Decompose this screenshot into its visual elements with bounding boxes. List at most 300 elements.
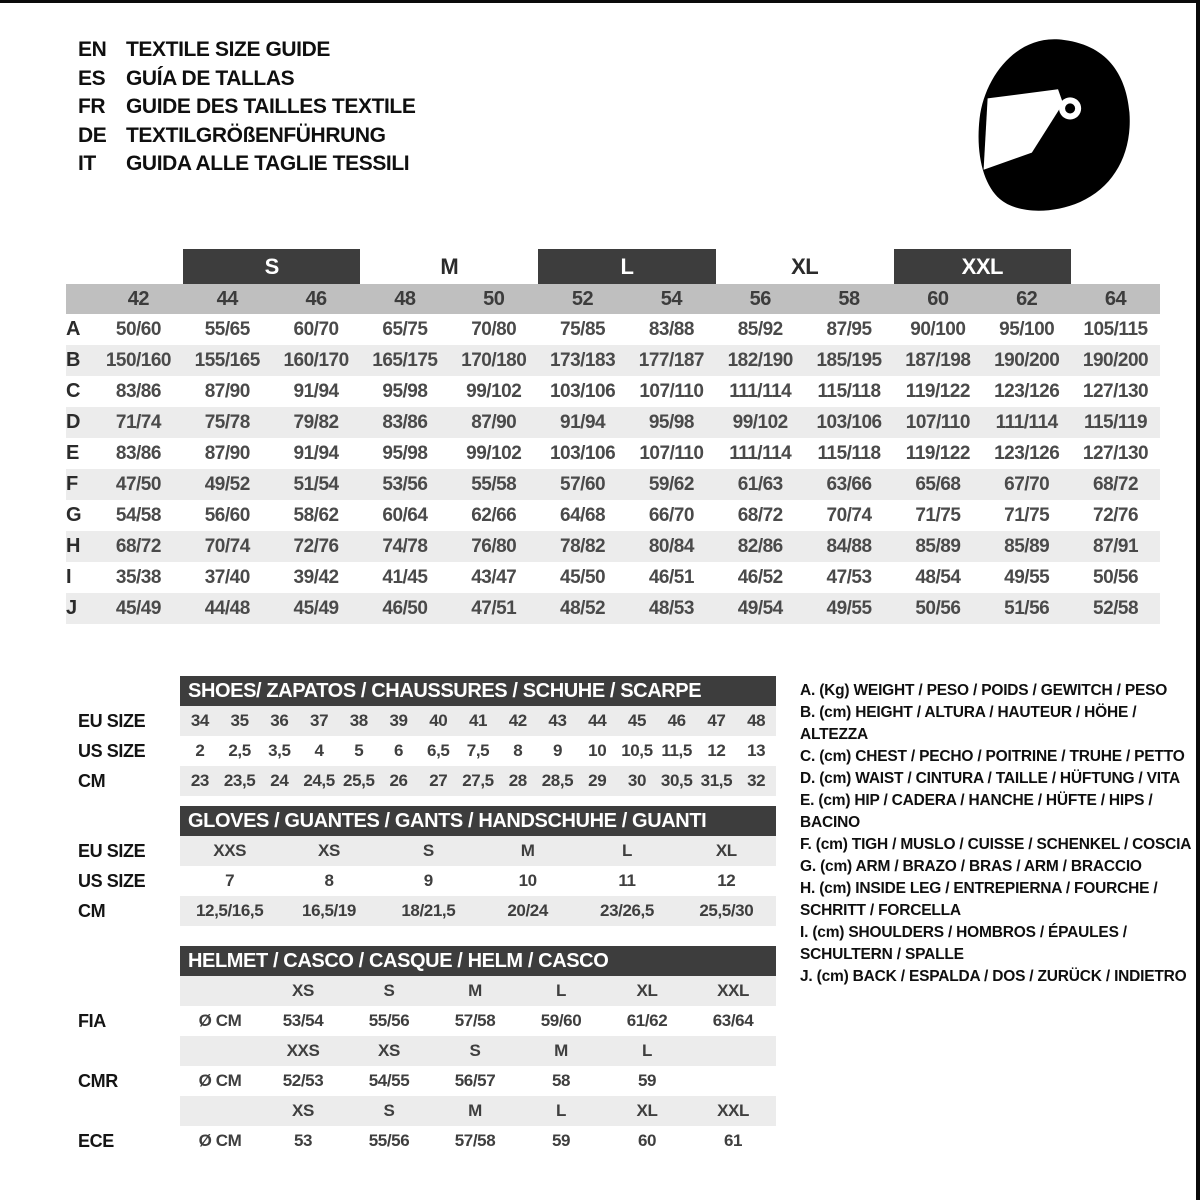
- size-value: 61/63: [737, 474, 783, 495]
- table-cell: XL: [636, 981, 658, 1000]
- size-value: 87/90: [204, 443, 250, 464]
- table-cell: 2,5: [228, 741, 251, 760]
- size-value: 43/47: [471, 567, 517, 588]
- size-value: 47/51: [471, 598, 517, 619]
- table-cell: XXL: [717, 1101, 749, 1120]
- table-cell: 41: [468, 711, 488, 730]
- row-letter: E: [66, 442, 79, 464]
- size-value: 49/55: [1004, 567, 1050, 588]
- size-value: 190/200: [994, 350, 1060, 371]
- table-cell: 44: [588, 711, 607, 730]
- language-title: TEXTILE SIZE GUIDE: [126, 38, 330, 61]
- measurement-row: [66, 562, 1160, 593]
- size-value: 65/75: [382, 319, 428, 340]
- size-group-label: XL: [791, 254, 819, 279]
- size-value: 127/130: [1082, 381, 1149, 402]
- table-row: [78, 866, 776, 896]
- measurement-row: [66, 593, 1160, 624]
- size-value: 155/165: [194, 350, 260, 371]
- size-value: 60/70: [293, 319, 339, 340]
- size-value: 39/42: [293, 567, 339, 588]
- table-cell: 39: [389, 711, 408, 730]
- language-title: GUÍA DE TALLAS: [126, 66, 295, 90]
- table-cell: [180, 1036, 260, 1066]
- shoes-size-table: [78, 676, 776, 796]
- row-letter: C: [66, 380, 80, 402]
- table-row: [78, 736, 776, 766]
- row-letter: F: [66, 473, 78, 495]
- size-value: 103/106: [549, 443, 616, 464]
- numeric-size: 52: [571, 288, 594, 310]
- legend-item: E. (cm) HIP / CADERA / HANCHE / HÜFTE / HIPS / BACINO: [800, 792, 1153, 831]
- legend-item: C. (cm) CHEST / PECHO / POITRINE / TRUHE / PETTO: [800, 748, 1185, 765]
- table-cell: XL: [715, 841, 737, 860]
- table-cell: 28,5: [541, 771, 574, 790]
- table-cell: 10: [588, 741, 607, 760]
- size-value: 64/68: [560, 505, 606, 526]
- size-value: 75/78: [204, 412, 250, 433]
- size-value: 87/90: [204, 381, 250, 402]
- size-value: 87/95: [826, 319, 872, 340]
- size-value: 49/52: [204, 474, 250, 495]
- row-label: CM: [78, 771, 106, 791]
- size-value: 82/86: [737, 536, 783, 557]
- size-group-label: S: [183, 249, 361, 284]
- language-title: TEXTILGRÖßENFÜHRUNG: [126, 123, 386, 147]
- table-cell: 6: [394, 741, 404, 760]
- size-value: 115/119: [1083, 412, 1148, 433]
- numeric-size: 64: [1104, 288, 1127, 310]
- size-value: 115/118: [817, 381, 881, 402]
- size-value: 59/62: [648, 474, 694, 495]
- size-value: 187/198: [905, 350, 971, 371]
- size-value: 68/72: [115, 536, 161, 557]
- table-row: [78, 766, 776, 796]
- table-cell: 8: [513, 741, 523, 760]
- legend-item: B. (cm) HEIGHT / ALTURA / HAUTEUR / HÖHE / ALTEZZA: [800, 704, 1137, 743]
- row-label: ECE: [78, 1131, 114, 1151]
- size-value: 123/126: [994, 381, 1060, 402]
- size-value: 74/78: [382, 536, 428, 557]
- table-row: [180, 976, 776, 1006]
- numeric-size: 58: [838, 288, 860, 310]
- table-cell: 6,5: [427, 741, 450, 760]
- table-cell: 61/62: [626, 1011, 668, 1030]
- size-value: 49/55: [826, 598, 872, 619]
- legend-item: I. (cm) SHOULDERS / HOMBROS / ÉPAULES / SCHULTERN / SPALLE: [800, 924, 1127, 963]
- measurement-row: [66, 407, 1160, 438]
- size-value: 107/110: [639, 381, 704, 402]
- legend-item: H. (cm) INSIDE LEG / ENTREPIERNA / FOURCHE / SCHRITT / FORCELLA: [800, 880, 1158, 919]
- size-value: 52/58: [1093, 598, 1139, 619]
- size-value: 56/60: [204, 505, 250, 526]
- gloves-table-title: GLOVES / GUANTES / GANTS / HANDSCHUHE / GUANTI: [180, 806, 776, 836]
- table-cell: 55/56: [368, 1131, 410, 1150]
- table-cell: XS: [292, 981, 314, 1000]
- size-value: 54/58: [115, 505, 161, 526]
- table-cell: 63/64: [712, 1011, 754, 1030]
- table-cell: 56/57: [454, 1071, 496, 1090]
- size-value: 123/126: [994, 443, 1060, 464]
- size-value: 190/200: [1082, 350, 1149, 371]
- table-cell: 11,5: [661, 741, 692, 760]
- table-cell: 24: [270, 771, 289, 790]
- helmet-table-title: HELMET / CASCO / CASQUE / HELM / CASCO: [180, 946, 776, 976]
- language-code: ES: [78, 66, 106, 90]
- table-cell: M: [468, 981, 482, 1000]
- corner-spacer: [66, 284, 94, 314]
- table-cell: 20/24: [507, 901, 548, 920]
- size-value: 46/52: [737, 567, 783, 588]
- table-cell: 8: [324, 871, 334, 890]
- table-cell: 10,5: [621, 741, 653, 760]
- table-cell: 30: [627, 771, 646, 790]
- size-value: 68/72: [1093, 474, 1139, 495]
- size-value: 48/53: [648, 598, 694, 619]
- table-cell: 45: [627, 711, 646, 730]
- table-row: [78, 1006, 776, 1036]
- numeric-size: 44: [216, 288, 238, 310]
- size-value: 70/74: [826, 505, 872, 526]
- table-row: [180, 1036, 776, 1066]
- size-value: 48/52: [560, 598, 606, 619]
- table-cell: S: [422, 841, 434, 860]
- size-value: 50/56: [1093, 567, 1139, 588]
- row-label: EU SIZE: [78, 841, 146, 861]
- table-cell: [180, 1096, 260, 1126]
- numeric-size: 62: [1016, 288, 1038, 310]
- language-code: IT: [78, 152, 96, 175]
- size-value: 91/94: [293, 443, 339, 464]
- table-cell: 59: [637, 1071, 657, 1090]
- size-value: 55/65: [204, 319, 250, 340]
- row-label: CMR: [78, 1071, 118, 1091]
- language-row: [78, 150, 415, 179]
- row-letter: I: [66, 566, 72, 588]
- size-value: 58/62: [293, 505, 339, 526]
- size-value: 150/160: [105, 350, 171, 371]
- size-value: 111/114: [729, 381, 792, 402]
- table-cell: 23,5: [223, 771, 256, 790]
- measurement-row: [66, 314, 1160, 345]
- size-value: 160/170: [283, 350, 349, 371]
- size-value: 45/49: [115, 598, 161, 619]
- table-cell: M: [554, 1041, 568, 1060]
- size-value: 115/118: [817, 443, 881, 464]
- size-value: 71/75: [915, 505, 961, 526]
- page-top-border: [0, 0, 1200, 3]
- numeric-size-row: [66, 284, 1160, 314]
- size-value: 50/60: [115, 319, 161, 340]
- row-label: EU SIZE: [78, 711, 146, 731]
- table-cell: 52/53: [282, 1071, 324, 1090]
- table-cell: [180, 976, 260, 1006]
- size-value: 62/66: [471, 505, 517, 526]
- table-cell: [690, 1036, 776, 1066]
- size-value: 107/110: [639, 443, 704, 464]
- size-value: 95/100: [999, 319, 1055, 340]
- table-cell: S: [383, 1101, 395, 1120]
- shoes-table-title: SHOES/ ZAPATOS / CHAUSSURES / SCHUHE / SCARPE: [180, 676, 776, 706]
- table-cell: 36: [270, 711, 289, 730]
- numeric-size: 48: [394, 288, 416, 310]
- racing-helmet-icon: [973, 36, 1135, 212]
- table-cell: 27,5: [462, 771, 494, 790]
- table-cell: Ø CM: [198, 1071, 242, 1090]
- table-cell: 2: [195, 741, 205, 760]
- table-cell: M: [520, 841, 535, 860]
- table-cell: 13: [747, 741, 766, 760]
- numeric-size: 56: [749, 288, 771, 310]
- table-cell: 43: [548, 711, 567, 730]
- table-cell: L: [556, 1101, 566, 1120]
- size-value: 177/187: [638, 350, 704, 371]
- size-value: 85/92: [737, 319, 783, 340]
- table-row: [78, 706, 776, 736]
- size-value: 79/82: [293, 412, 339, 433]
- table-cell: 55/56: [368, 1011, 410, 1030]
- table-cell: L: [621, 841, 632, 860]
- size-value: 45/49: [293, 598, 339, 619]
- table-cell: 53/54: [282, 1011, 324, 1030]
- table-cell: 30,5: [660, 771, 693, 790]
- table-cell: 31,5: [700, 771, 733, 790]
- size-value: 44/48: [204, 598, 250, 619]
- table-cell: 7,5: [466, 741, 490, 760]
- table-cell: Ø CM: [198, 1131, 242, 1150]
- table-cell: M: [468, 1101, 482, 1120]
- size-value: 60/64: [382, 505, 428, 526]
- table-cell: L: [642, 1041, 652, 1060]
- size-value: 46/51: [648, 567, 694, 588]
- language-title: GUIDE DES TAILLES TEXTILE: [126, 95, 416, 118]
- size-value: 83/86: [115, 381, 161, 402]
- size-value: 70/74: [204, 536, 250, 557]
- table-cell: 54/55: [368, 1071, 410, 1090]
- table-cell: 60: [637, 1131, 657, 1150]
- size-value: 105/115: [1083, 319, 1148, 340]
- table-cell: 29: [588, 771, 607, 790]
- numeric-size: 46: [305, 288, 327, 310]
- table-cell: Ø CM: [198, 1011, 242, 1030]
- page-right-border: [1196, 0, 1200, 1200]
- helmet-size-table: [78, 946, 776, 1156]
- legend-item: G. (cm) ARM / BRAZO / BRAS / ARM / BRACCIO: [800, 858, 1142, 875]
- size-group-label: M: [440, 254, 459, 279]
- measurement-row: [66, 469, 1160, 500]
- table-cell: 59/60: [540, 1011, 582, 1030]
- table-cell: 46: [667, 711, 686, 730]
- row-letter: H: [66, 535, 80, 557]
- table-cell: 12: [707, 741, 726, 760]
- size-value: 87/91: [1093, 536, 1139, 557]
- size-group-label: L: [538, 249, 716, 284]
- measurement-row: [66, 376, 1160, 407]
- size-value: 66/70: [648, 505, 694, 526]
- row-label: FIA: [78, 1011, 106, 1031]
- table-cell: [690, 1066, 776, 1096]
- legend-item: A. (Kg) WEIGHT / PESO / POIDS / GEWITCH / PESO: [800, 682, 1168, 699]
- table-cell: 27: [429, 771, 448, 790]
- size-value: 111/114: [995, 412, 1058, 433]
- row-label: US SIZE: [78, 741, 146, 761]
- table-cell: 48: [747, 711, 766, 730]
- size-value: 84/88: [826, 536, 872, 557]
- measurement-legend: [800, 680, 1200, 988]
- table-cell: S: [383, 981, 395, 1000]
- table-cell: 9: [423, 871, 433, 890]
- size-value: 95/98: [382, 381, 428, 402]
- size-value: 47/53: [826, 567, 872, 588]
- size-value: 72/76: [1093, 505, 1139, 526]
- row-letter: G: [66, 504, 82, 526]
- measurement-row: [66, 500, 1160, 531]
- size-value: 72/76: [293, 536, 339, 557]
- language-row: [78, 122, 415, 151]
- size-value: 95/98: [382, 443, 428, 464]
- measurement-row: [66, 345, 1160, 376]
- table-cell: 12,5/16,5: [196, 901, 264, 920]
- size-value: 65/68: [915, 474, 961, 495]
- size-value: 71/74: [115, 412, 161, 433]
- table-cell: 7: [225, 871, 235, 890]
- row-letter: B: [66, 349, 80, 371]
- size-value: 173/183: [549, 350, 616, 371]
- size-value: 185/195: [816, 350, 882, 371]
- language-row: [78, 93, 415, 122]
- table-row: [78, 1126, 776, 1156]
- size-value: 170/180: [461, 350, 527, 371]
- size-value: 55/58: [471, 474, 517, 495]
- size-value: 182/190: [727, 350, 793, 371]
- size-value: 57/60: [560, 474, 606, 495]
- table-cell: XL: [636, 1101, 658, 1120]
- size-value: 78/82: [560, 536, 606, 557]
- size-value: 83/86: [382, 412, 428, 433]
- language-code: DE: [78, 123, 107, 147]
- size-value: 91/94: [293, 381, 339, 402]
- table-cell: 35: [230, 711, 249, 730]
- size-value: 53/56: [382, 474, 428, 495]
- table-cell: 61: [723, 1131, 743, 1150]
- table-cell: XS: [292, 1101, 314, 1120]
- row-letter: A: [66, 318, 80, 340]
- size-value: 51/56: [1004, 598, 1050, 619]
- table-cell: 42: [508, 711, 527, 730]
- size-value: 35/38: [115, 567, 161, 588]
- table-cell: 23/26,5: [600, 901, 654, 920]
- size-value: 49/54: [737, 598, 783, 619]
- size-value: 119/122: [905, 443, 970, 464]
- language-title: GUIDA ALLE TAGLIE TESSILI: [126, 152, 410, 175]
- row-letter: D: [66, 411, 80, 433]
- measurement-row: [66, 438, 1160, 469]
- table-row: [78, 836, 776, 866]
- size-value: 103/106: [549, 381, 616, 402]
- table-cell: 47: [707, 711, 726, 730]
- size-value: 51/54: [293, 474, 339, 495]
- table-row: [78, 896, 776, 926]
- table-row: [180, 1096, 776, 1126]
- language-title-block: [78, 36, 415, 179]
- table-cell: 25,5/30: [699, 901, 754, 920]
- table-cell: 40: [429, 711, 448, 730]
- table-cell: 57/58: [454, 1011, 496, 1030]
- size-value: 45/50: [560, 567, 606, 588]
- table-cell: 38: [349, 711, 368, 730]
- numeric-size: 54: [660, 288, 682, 310]
- language-code: FR: [78, 95, 106, 118]
- table-cell: 4: [314, 741, 324, 760]
- size-value: 76/80: [471, 536, 517, 557]
- size-value: 95/98: [648, 412, 694, 433]
- numeric-size: 50: [483, 288, 505, 310]
- legend-item: D. (cm) WAIST / CINTURA / TAILLE / HÜFTUNG / VITA: [800, 770, 1180, 787]
- table-cell: XXS: [213, 841, 247, 860]
- size-value: 85/89: [915, 536, 961, 557]
- size-value: 68/72: [737, 505, 783, 526]
- table-cell: S: [469, 1041, 481, 1060]
- size-value: 111/114: [729, 443, 792, 464]
- numeric-size: 60: [927, 288, 949, 310]
- table-cell: 25,5: [343, 771, 375, 790]
- numeric-size: 42: [127, 288, 150, 310]
- size-value: 127/130: [1082, 443, 1149, 464]
- table-cell: 9: [552, 741, 562, 760]
- size-group-label: XXL: [894, 249, 1072, 284]
- table-cell: XXS: [286, 1041, 320, 1060]
- gloves-size-table: [78, 806, 776, 926]
- size-value: 47/50: [115, 474, 161, 495]
- table-cell: 3,5: [268, 741, 291, 760]
- size-value: 50/56: [915, 598, 961, 619]
- table-cell: XS: [378, 1041, 400, 1060]
- size-value: 165/175: [372, 350, 438, 371]
- size-value: 83/86: [115, 443, 161, 464]
- size-value: 87/90: [471, 412, 517, 433]
- table-cell: 28: [508, 771, 527, 790]
- table-cell: 53: [293, 1131, 313, 1150]
- size-value: 83/88: [648, 319, 694, 340]
- legend-item: J. (cm) BACK / ESPALDA / DOS / ZURÜCK / INDIETRO: [800, 968, 1187, 985]
- size-value: 99/102: [466, 443, 522, 464]
- size-value: 63/66: [826, 474, 872, 495]
- size-value: 80/84: [648, 536, 694, 557]
- table-cell: XS: [318, 841, 340, 860]
- table-cell: 10: [518, 871, 537, 890]
- size-value: 75/85: [560, 319, 606, 340]
- language-code: EN: [78, 38, 107, 61]
- size-group-row: [66, 249, 1160, 284]
- size-value: 85/89: [1004, 536, 1050, 557]
- size-value: 103/106: [816, 412, 882, 433]
- language-row: [78, 36, 415, 65]
- row-letter: J: [66, 597, 77, 619]
- size-value: 41/45: [382, 567, 428, 588]
- size-value: 99/102: [466, 381, 522, 402]
- size-value: 70/80: [471, 319, 517, 340]
- row-label: US SIZE: [78, 871, 146, 891]
- row-label: CM: [78, 901, 106, 921]
- table-cell: 37: [310, 711, 329, 730]
- table-cell: 23: [190, 771, 209, 790]
- table-cell: 32: [747, 771, 766, 790]
- textile-size-table: [66, 249, 1160, 624]
- table-cell: 57/58: [454, 1131, 496, 1150]
- table-cell: 24,5: [303, 771, 335, 790]
- table-cell: XXL: [717, 981, 749, 1000]
- language-row: [78, 65, 415, 94]
